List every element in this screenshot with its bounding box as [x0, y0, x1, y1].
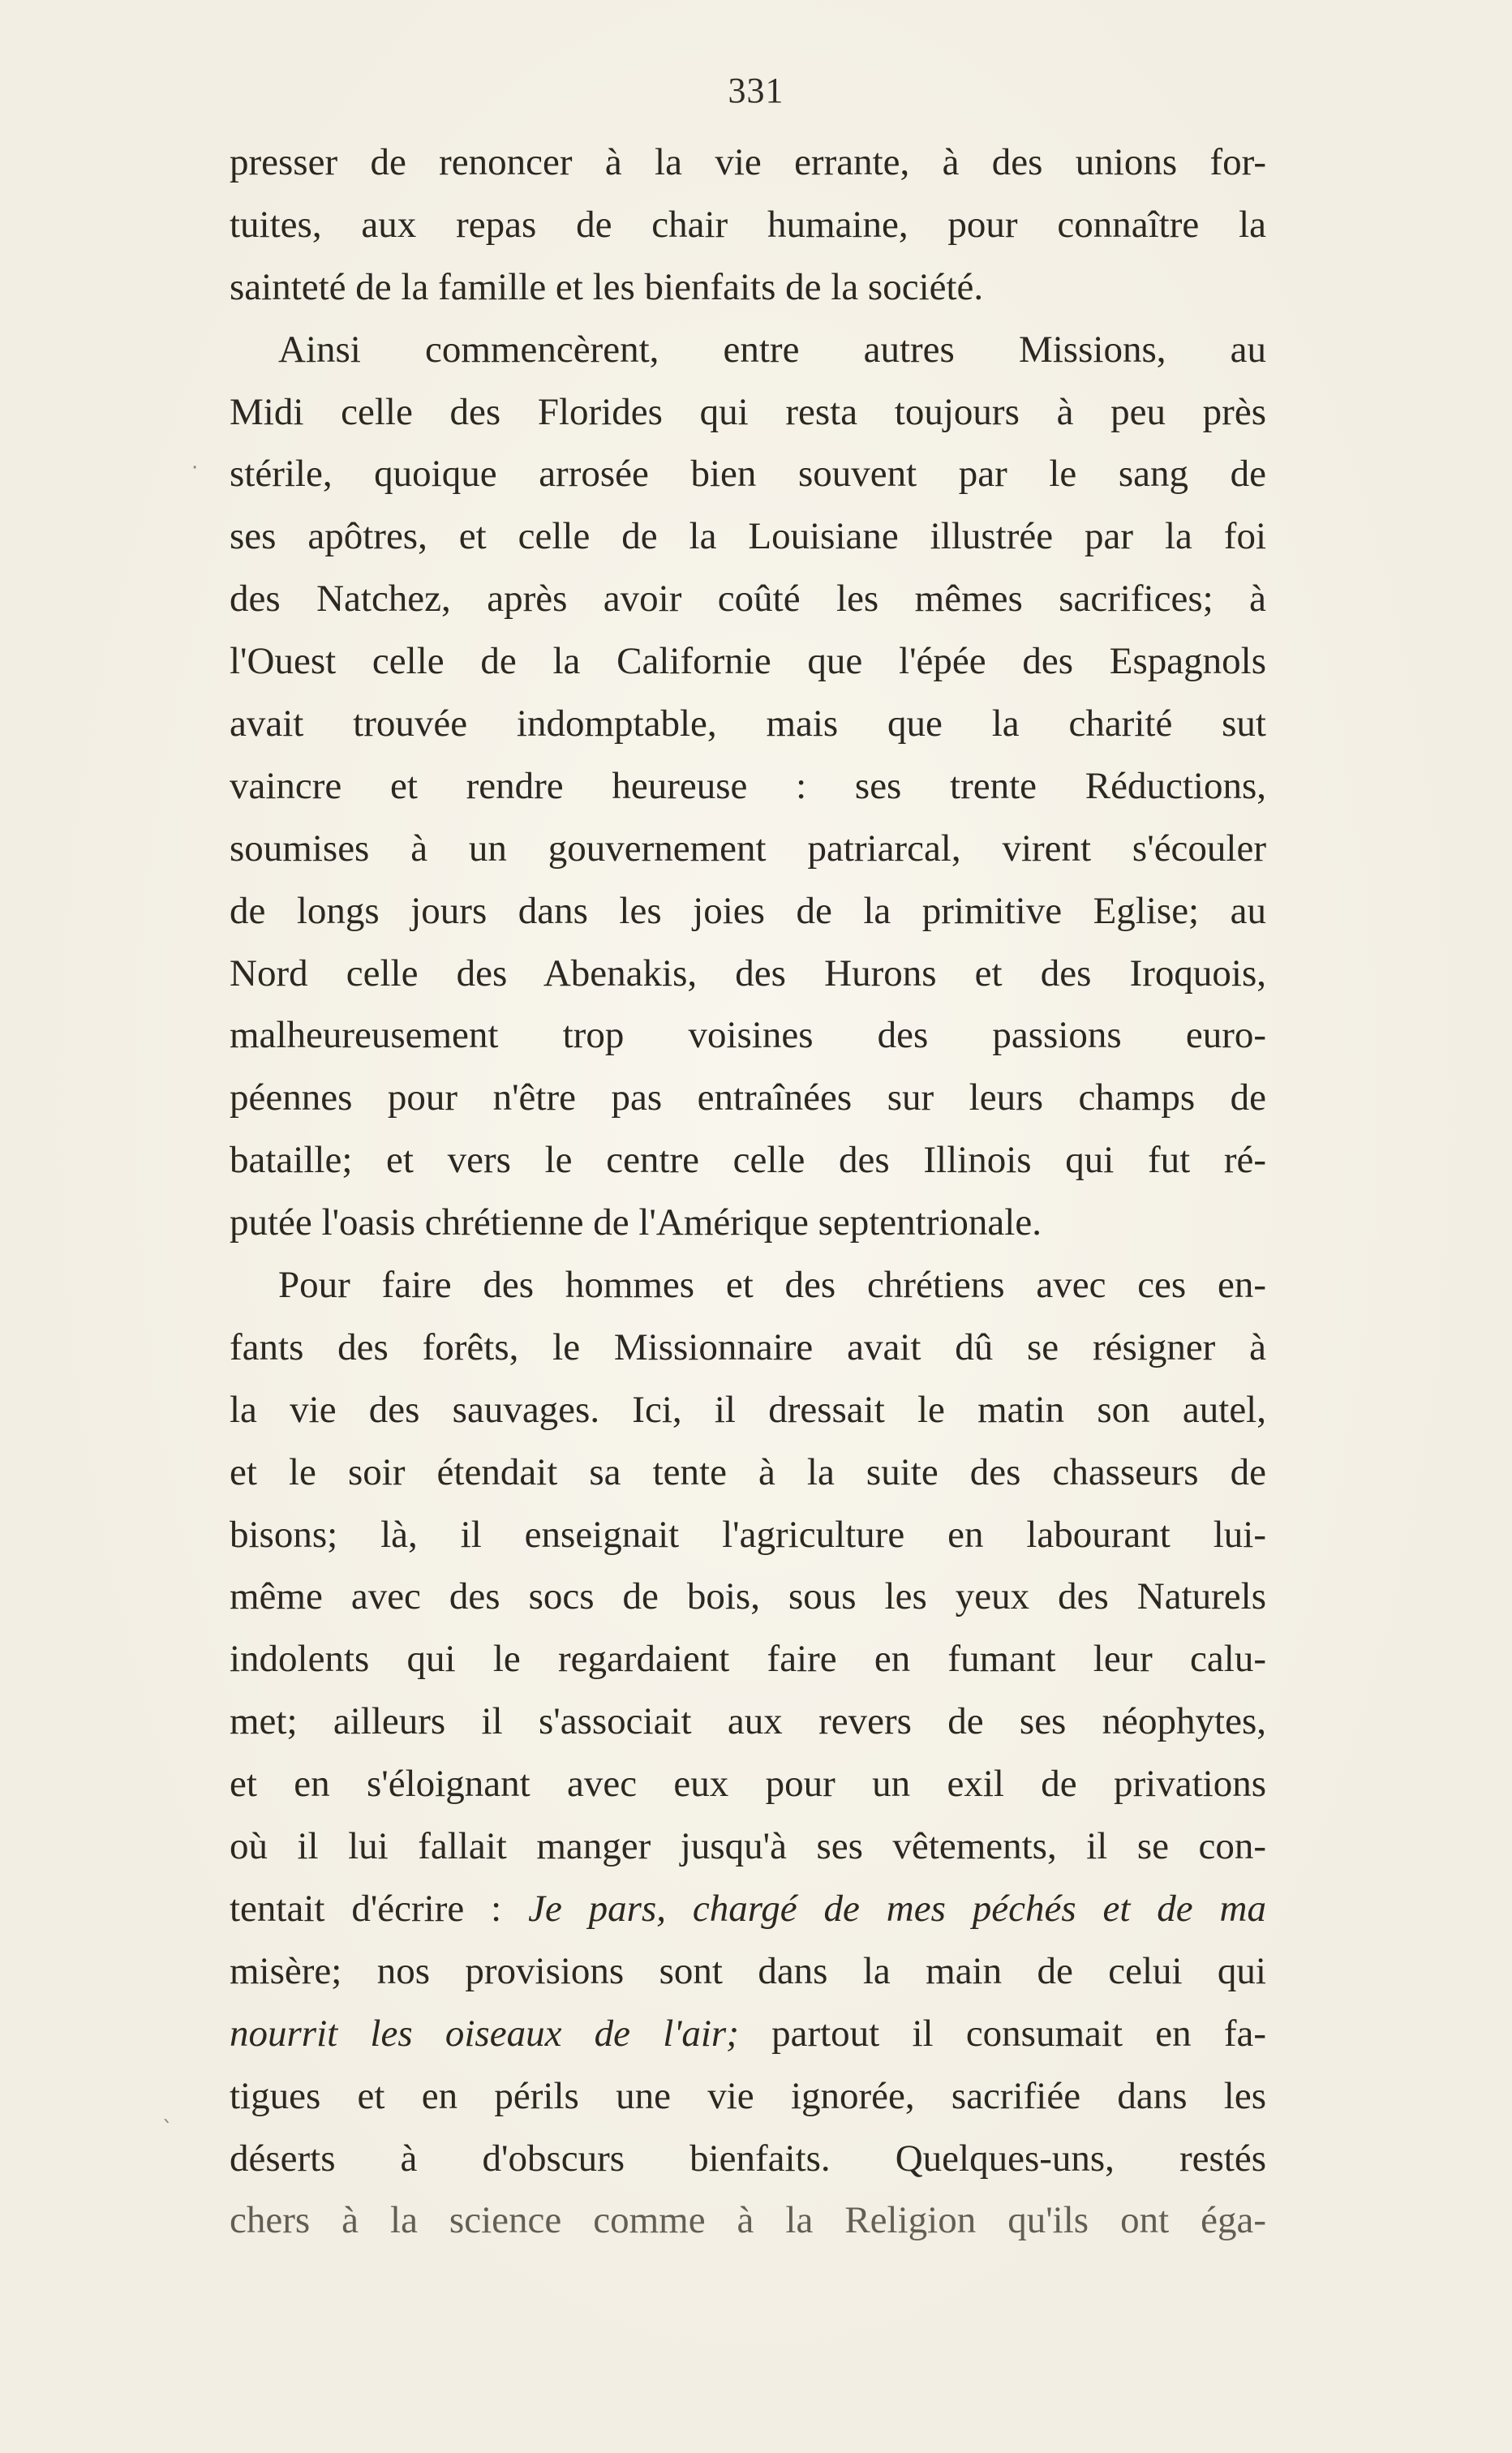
text-line: tigues et en périls une vie ignorée, sacrifiée dans les [230, 2074, 1266, 2117]
text-line: déserts à d'obscurs bienfaits. Quelques-uns, restés [230, 2137, 1266, 2180]
italic-quote-end: nourrit les oiseaux de l'air; [230, 2012, 739, 2055]
text-line: Pour faire des hommes et des chrétiens avec ces en- [278, 1264, 1266, 1307]
text-line: l'Ouest celle de la Californie que l'épée des Espagnols [230, 640, 1266, 683]
text-line-start: tentait d'écrire : [230, 1887, 502, 1930]
text-line: stérile, quoique arrosée bien souvent par le sang de [230, 453, 1266, 496]
text-line: chers à la science comme à la Religion qu'ils ont éga- [230, 2199, 1266, 2242]
text-line: sainteté de la famille et les bienfaits de la société. [230, 265, 984, 308]
page-number: 331 [728, 71, 784, 110]
text-line: et en s'éloignant avec eux pour un exil de privations [230, 1763, 1266, 1806]
text-line: des Natchez, après avoir coûté les mêmes sacrifices; à [230, 578, 1266, 621]
text-line: tuites, aux repas de chair humaine, pour connaître la [230, 203, 1266, 246]
text-line: soumises à un gouvernement patriarcal, virent s'écouler [230, 827, 1266, 870]
text-line: fants des forêts, le Missionnaire avait dû se résigner à [230, 1325, 1266, 1368]
text-line: met; ailleurs il s'associait aux revers de ses néophytes, [230, 1700, 1266, 1743]
italic-quote: Je pars, chargé de mes péchés et de ma [528, 1887, 1266, 1930]
text-line: Midi celle des Florides qui resta toujours à peu près [230, 390, 1266, 433]
text-line: bisons; là, il enseignait l'agriculture en labourant lui- [230, 1513, 1266, 1556]
text-line [230, 2003, 1266, 2065]
text-line: de longs jours dans les joies de la primitive Eglise; au [230, 889, 1266, 932]
text-line: avait trouvée indomptable, mais que la charité sut [230, 702, 1266, 745]
text-line: péennes pour n'être pas entraînées sur leurs champs de [230, 1076, 1266, 1119]
text-line: même avec des socs de bois, sous les yeux des Naturels [230, 1575, 1266, 1618]
body-text [230, 131, 1266, 2252]
text-line: où il lui fallait manger jusqu'à ses vêtements, il se con- [230, 1825, 1266, 1868]
text-line: la vie des sauvages. Ici, il dressait le matin son autel, [230, 1388, 1266, 1431]
text-line: ses apôtres, et celle de la Louisiane illustrée par la foi [230, 515, 1266, 558]
text-line: Ainsi commencèrent, entre autres Missions, au [278, 328, 1266, 371]
text-line: vaincre et rendre heureuse : ses trente Réductions, [230, 764, 1266, 807]
text-line [230, 1878, 1266, 1940]
text-line: Nord celle des Abenakis, des Hurons et des Iroquois, [230, 952, 1266, 995]
text-line: malheureusement trop voisines des passions euro- [230, 1014, 1266, 1057]
text-line: bataille; et vers le centre celle des Illinois qui fut ré- [230, 1139, 1266, 1182]
margin-speck: · [191, 456, 199, 480]
italic-quote-line: misère; nos provisions sont dans la main de celui qui [230, 1949, 1266, 1992]
text-line: putée l'oasis chrétienne de l'Amérique septentrionale. [230, 1201, 1042, 1244]
text-line: indolents qui le regardaient faire en fumant leur calu- [230, 1638, 1266, 1681]
text-line-end: partout il consumait en fa- [771, 2012, 1266, 2055]
margin-speck: ` [162, 2117, 173, 2142]
text-line: presser de renoncer à la vie errante, à des unions for- [230, 141, 1266, 183]
text-line: et le soir étendait sa tente à la suite des chasseurs de [230, 1450, 1266, 1493]
